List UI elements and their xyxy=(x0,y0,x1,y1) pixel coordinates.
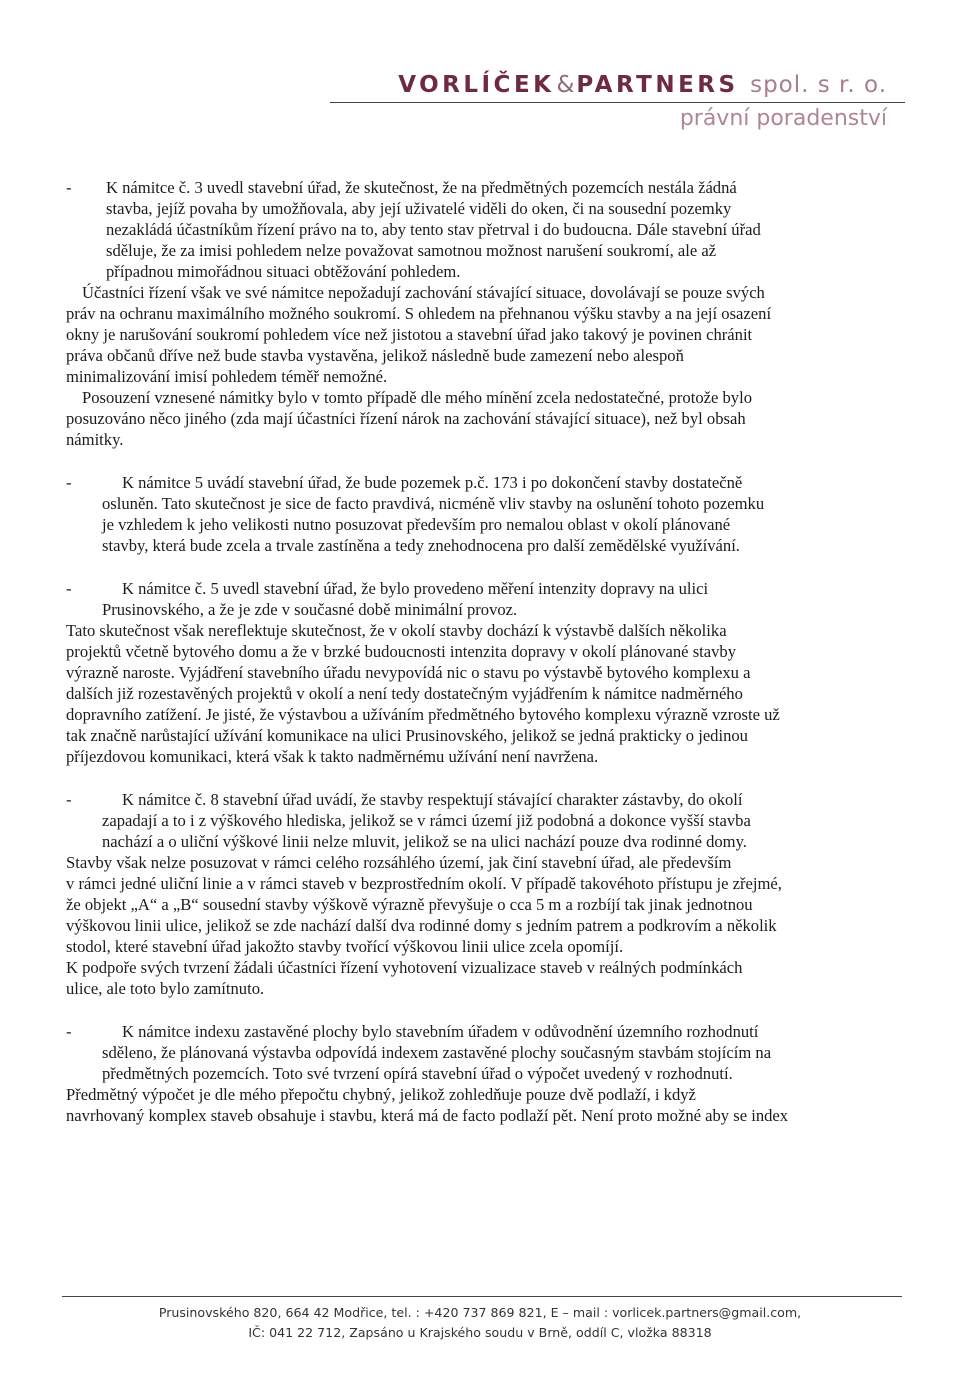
company-name-main: VORLÍČEK xyxy=(398,72,555,98)
letterhead xyxy=(330,64,905,144)
text-line: navrhovaný komplex staveb obsahuje i stavbu, která má de facto podlaží pět. Není proto možné aby se index xyxy=(66,1106,789,1125)
text-line: dalších již rozestavěných projektů v okolí a není tedy dostatečným vyjádřením k námitce nadměrného xyxy=(66,684,743,703)
text-line: námitky. xyxy=(66,430,124,449)
paragraph-response-3 xyxy=(66,282,906,450)
header-divider xyxy=(330,102,905,103)
text-line: nezakládá účastníkům řízení právo na to, aby tento stav přetrval i do budoucna. Dále stavební úřad xyxy=(106,220,761,239)
paragraph-objection-8 xyxy=(66,789,906,999)
paragraph-traffic xyxy=(66,578,906,767)
letterhead-footer xyxy=(0,1303,960,1343)
text-line: projektů včetně bytového domu a že v brzké budoucnosti intenzita dopravy v okolí plánované stavby xyxy=(66,642,737,661)
text-line: K námitce 5 uvádí stavební úřad, že bude pozemek p.č. 173 i po dokončení stavby dostatečně xyxy=(122,473,743,492)
text-line: Účastníci řízení však ve své námitce nepožadují zachování stávající situace, dovolávají se pouze svých xyxy=(82,283,765,302)
company-name-amp: & xyxy=(556,72,575,98)
text-line: sděleno, že plánovaná výstavba odpovídá indexem zastavěné plochy současným stavbám stojícím na xyxy=(102,1043,772,1062)
text-line: v rámci jedné uliční linie a v rámci staveb v bezprostředním okolí. V případě takovéhoto přístupu je zřejmé, xyxy=(66,874,782,893)
footer-address: Prusinovského 820, 664 42 Modřice, tel. : +420 737 869 821, E – mail : vorlicek.partners@gmail.com, xyxy=(158,1305,802,1320)
paragraph-objection-3 xyxy=(66,177,906,282)
text-line: K námitce č. 3 uvedl stavební úřad, že skutečnost, že na předmětných pozemcích nestála žádná xyxy=(106,178,737,197)
list-bullet: - xyxy=(66,178,72,197)
paragraph-index xyxy=(66,1021,906,1126)
text-line: případnou mimořádnou situaci obtěžování pohledem. xyxy=(106,262,461,281)
text-line: výrazně naroste. Vyjádření stavebního úřadu nevypovídá nic o stavu po výstavbě bytového komplexu a xyxy=(66,663,751,682)
text-line: že objekt „A“ a „B“ sousední stavby výškově výrazně převyšuje o cca 5 m a rozbíjí tak jinak jednotnou xyxy=(66,895,753,914)
text-line: nachází a o uliční výškové linii nelze mluvit, jelikož se na ulici nachází pouze dva rodinné domy. xyxy=(102,832,747,851)
text-line: ulice, ale toto bylo zamítnuto. xyxy=(66,979,265,998)
text-line: okny je narušování soukromí pohledem více než jistotou a stavební úřad jako takový je povinen chránit xyxy=(66,325,753,344)
list-bullet: - xyxy=(66,790,72,809)
text-line: je vzhledem k jeho velikosti nutno posuzovat především pro nemalou oblast v okolí plánované xyxy=(102,515,731,534)
text-line: dopravního zatížení. Je jisté, že výstavbou a užíváním předmětného bytového komplexu výrazně vzroste už xyxy=(66,705,780,724)
company-subtitle: právní poradenství xyxy=(679,106,887,131)
text-line: tak značně narůstající užívání komunikace na ulici Prusinovského, jelikož se jedná prakticky o jedinou xyxy=(66,726,748,745)
text-line: zapadají a to i z výškového hlediska, jelikož se v rámci území již podobná a dokonce vyšší stavba xyxy=(102,811,751,830)
text-line: Posouzení vznesené námitky bylo v tomto případě dle mého mínění zcela nedostatečné, protože bylo xyxy=(82,388,753,407)
footer-registration: IČ: 041 22 712, Zapsáno u Krajského soudu v Brně, oddíl C, vložka 88318 xyxy=(248,1325,712,1340)
text-line: osluněn. Tato skutečnost je sice de facto pravdivá, nicméně vliv stavby na oslunění tohoto pozemku xyxy=(102,494,765,513)
company-name xyxy=(398,72,887,98)
text-line: práv na ochranu maximálního možného soukromí. S ohledem na přehnanou výšku stavby a na její osazení xyxy=(66,304,772,323)
text-line: minimalizování imisí pohledem téměř nemožné. xyxy=(66,367,388,386)
text-line: Prusinovského, a že je zde v současné době minimální provoz. xyxy=(102,600,518,619)
text-line: K podpoře svých tvrzení žádali účastníci řízení vyhotovení vizualizace staveb v reálných podmínkách xyxy=(66,958,743,977)
paragraph-objection-5 xyxy=(66,472,906,556)
text-line: Stavby však nelze posuzovat v rámci celého rozsáhlého území, jak činí stavební úřad, ale především xyxy=(66,853,732,872)
text-line: Tato skutečnost však nereflektuje skutečnost, že v okolí stavby dochází k výstavbě dalších několika xyxy=(66,621,727,640)
company-name-partners: PARTNERS xyxy=(576,72,739,98)
text-line: stavba, jejíž povaha by umožňovala, aby její uživatelé viděli do oken, či na sousední pozemky xyxy=(106,199,732,218)
list-bullet: - xyxy=(66,1022,72,1041)
text-line: K námitce č. 8 stavební úřad uvádí, že stavby respektují stávající charakter zástavby, do okolí xyxy=(122,790,743,809)
text-line: práva občanů dříve než bude stavba vystavěna, jelikož následně bude zamezení nebo alespoň xyxy=(66,346,684,365)
text-line: výškovou linii ulice, jelikož se zde nachází další dva rodinné domy s jedním patrem a podkrovím a několik xyxy=(66,916,777,935)
list-bullet: - xyxy=(66,579,72,598)
text-line: Předmětný výpočet je dle mého přepočtu chybný, jelikož zohledňuje pouze dvě podlaží, i když xyxy=(66,1085,696,1104)
company-legal-form: spol. s r. o. xyxy=(750,72,887,98)
text-line: sděluje, že za imisi pohledem nelze považovat samotnou možnost narušení soukromí, ale až xyxy=(106,241,717,260)
text-line: stavby, která bude zcela a trvale zastíněna a tedy znehodnocena pro další zemědělské využívání. xyxy=(102,536,740,555)
text-line: předmětných pozemcích. Toto své tvrzení opírá stavební úřad o výpočet uvedený v rozhodnutí. xyxy=(102,1064,733,1083)
footer-divider xyxy=(62,1296,902,1297)
text-line: K námitce č. 5 uvedl stavební úřad, že bylo provedeno měření intenzity dopravy na ulici xyxy=(122,579,709,598)
text-line: příjezdovou komunikaci, která však k takto nadměrnému užívání není navržena. xyxy=(66,747,599,766)
text-line: K námitce indexu zastavěné plochy bylo stavebním úřadem v odůvodnění územního rozhodnutí xyxy=(122,1022,759,1041)
document-body xyxy=(66,177,906,1126)
list-bullet: - xyxy=(66,473,72,492)
text-line: stodol, které stavební úřad jakožto stavby tvořící výškovou linii ulice zcela opomíjí. xyxy=(66,937,624,956)
text-line: posuzováno něco jiného (zda mají účastníci řízení nárok na zachování stávající situace), než byl obsah xyxy=(66,409,746,428)
